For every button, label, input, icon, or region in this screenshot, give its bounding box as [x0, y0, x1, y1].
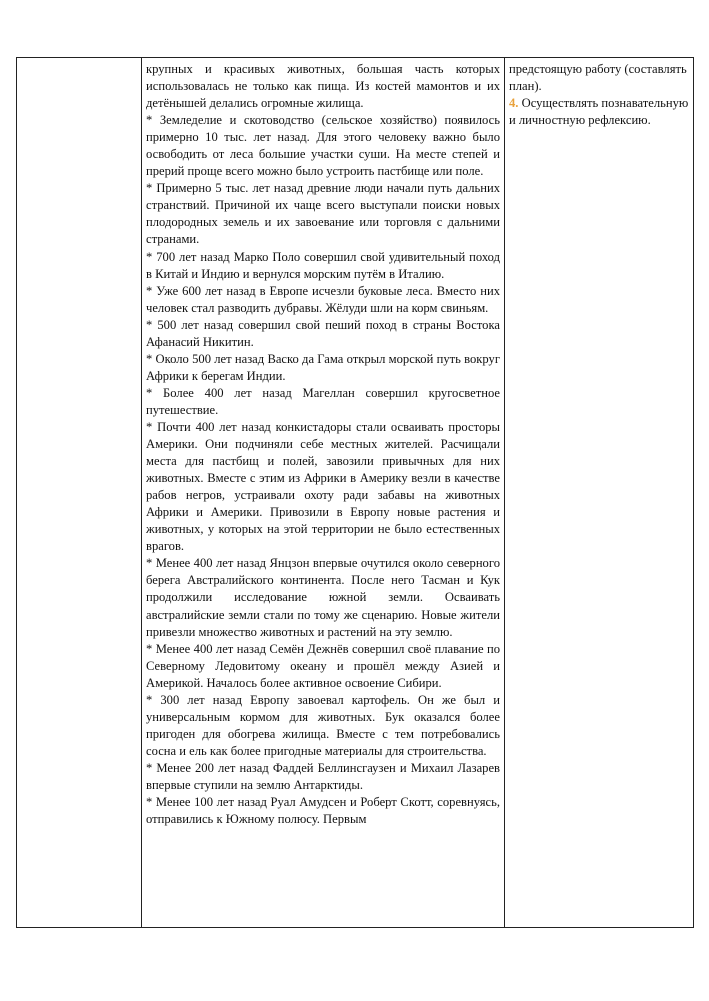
goals-cell [505, 58, 694, 928]
paragraph: крупных и красивых животных, большая часть которых использовалась не только как пища. Из костей мамонтов и их детёнышей делались огромные жилища. [146, 62, 500, 111]
paragraph: * Уже 600 лет назад в Европе исчезли буковые леса. Вместо них человек стал разводить дубравы. Жёлуди шли на корм свиньям. [146, 283, 500, 315]
paragraph: * 500 лет назад совершил свой пеший поход в страны Востока Афанасий Никитин. [146, 317, 500, 349]
empty-left-cell [17, 58, 142, 928]
paragraph: * 300 лет назад Европу завоевал картофель. Он же был и универсальным кормом для животных. Бук оказался более пригоден для обогрева жилища. Вместе с тем потребовались сосна и ель как более пригодные материалы для строительства. [146, 692, 500, 758]
paragraph: * Менее 400 лет назад Семён Дежнёв совершил своё плавание по Северному Ледовитому океану и прошёл между Азией и Америкой. Началось более активное освоение Сибири. [146, 641, 500, 690]
table-row [17, 58, 694, 928]
goal-line: предстоящую работу (составлять план). [509, 62, 687, 94]
paragraph: * Менее 400 лет назад Янцзон впервые очутился около северного берега Австралийского континента. После него Тасман и Кук продолжили исследование южной земли. Осваивать австралийские земли стали по тому же сценарию. Новые жители привезли множество животных и растений на эту землю. [146, 556, 500, 639]
goal-item [509, 95, 689, 129]
content-cell [142, 58, 505, 928]
paragraph: * 700 лет назад Марко Поло совершил свой удивительный поход в Китай и Индию и вернулся морским путём в Италию. [146, 249, 500, 281]
paragraph: * Земледелие и скотоводство (сельское хозяйство) появилось примерно 10 тыс. лет назад. Для этого человеку важно было освободить от леса большие участки суши. На месте степей и прерий проще всего можно было устроить пастбище или поле. [146, 113, 500, 179]
goal-item-text: Осуществлять познавательную и личностную рефлексию. [509, 96, 689, 128]
paragraph: * Менее 200 лет назад Фаддей Беллинсгаузен и Михаил Лазарев впервые ступили на землю Антарктиды. [146, 760, 500, 792]
paragraph: * Почти 400 лет назад конкистадоры стали осваивать просторы Америки. Они подчиняли себе местных жителей. Расчищали места для пастбищ и полей, завозили привычных для них животных. Вместе с этим из Африки в Америку везли в качестве рабов негров, устраивали охоту ради забавы на животных Африки и Америки. Привозили в Европу новые растения и животных, у которых на этой территории не было естественных врагов. [146, 419, 500, 554]
paragraph: * Около 500 лет назад Васко да Гама открыл морской путь вокруг Африки к берегам Индии. [146, 351, 500, 383]
paragraph: * Примерно 5 тыс. лет назад древние люди начали путь дальних странствий. Причиной их чаще всего выступали поиски новых плодородных земель и их завоевание или торговля с дальними странами. [146, 181, 500, 247]
history-text [142, 58, 504, 828]
goals-text [505, 58, 693, 129]
goal-number: 4. [509, 96, 519, 111]
paragraph: * Более 400 лет назад Магеллан совершил кругосветное путешествие. [146, 385, 500, 417]
paragraph: * Менее 100 лет назад Руал Амудсен и Роберт Скотт, соревнуясь, отправились к Южному полюсу. Первым [146, 795, 500, 827]
lesson-table [16, 57, 694, 928]
